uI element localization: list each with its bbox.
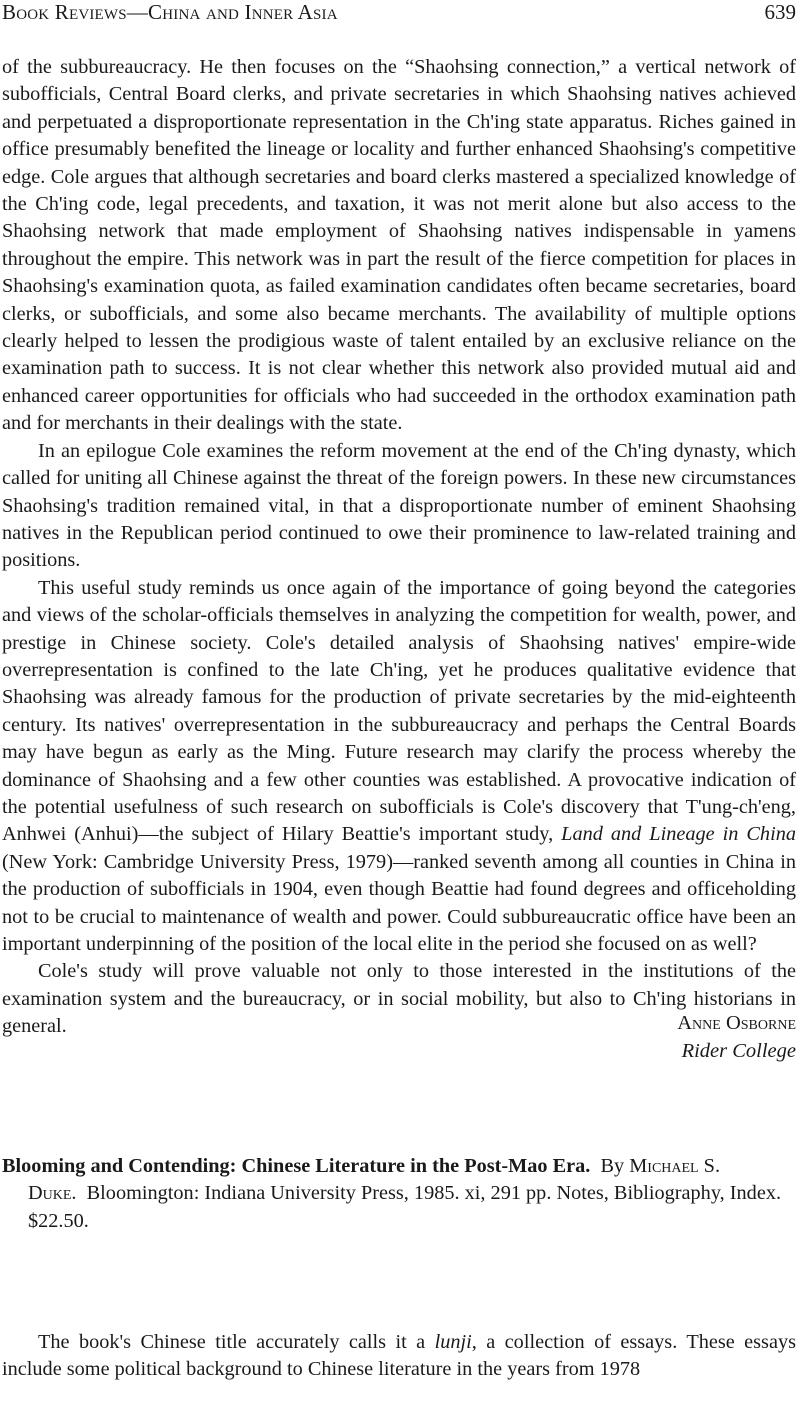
book-citation xyxy=(2,1153,796,1235)
next-review-start xyxy=(2,1329,796,1384)
book-author: Michael S. Duke. xyxy=(28,1155,721,1205)
book-publication: Bloomington: Indiana University Press, 1985. xi, 291 pp. Notes, Bibliography, Index. $22.50. xyxy=(28,1182,782,1232)
cited-book-title: Land and Lineage in China xyxy=(561,823,796,846)
reviewer-signature xyxy=(677,1009,796,1065)
paragraph-4: Cole's study will prove valuable not only to those interested in the institutions of the examination system and the bureaucracy, or in social mobility, but also to Ch'ing historians in general. xyxy=(2,960,796,1038)
paragraph-2: In an epilogue Cole examines the reform movement at the end of the Ch'ing dynasty, which called for uniting all Chinese against the threat of the foreign powers. In these new circumstances Shaohsing's tradition remained vital, in that a disproportionate number of eminent Shaohsing natives in the Republican period continued to owe their prominence to law-related training and positions. xyxy=(2,439,796,572)
next-review-paragraph xyxy=(2,1329,796,1384)
next-review-text-b: , a collection of essays. These essays include some political background to Chinese literature in the years from 1978 xyxy=(2,1331,796,1381)
reviewer-affiliation: Rider College xyxy=(681,1040,796,1062)
paragraph-3 xyxy=(2,575,796,959)
page-header xyxy=(0,0,800,30)
reviewer-name: Anne Osborne xyxy=(677,1012,796,1034)
book-title: Blooming and Contending: Chinese Literature in the Post-Mao Era. xyxy=(2,1155,591,1177)
running-head: Book Reviews—China and Inner Asia xyxy=(2,0,338,24)
book-entry xyxy=(2,1153,796,1235)
book-by: By xyxy=(600,1155,625,1177)
paragraph-3-text-b: (New York: Cambridge University Press, 1979)—ranked seventh among all counties in China in the production of subofficials in 1904, even though Beattie had found degrees and officeholding not to be crucial to maintenance of wealth and power. Could subbureaucratic office have been an important underpinning of the position of the local elite in the period she focused on as well? xyxy=(2,850,796,955)
next-review-text-a: The book's Chinese title accurately calls it a xyxy=(38,1331,435,1353)
paragraph-3-text-a: This useful study reminds us once again of the importance of going beyond the categories and views of the scholar-officials themselves in analyzing the competition for wealth, power, and prestige in Chinese society. Cole's detailed analysis of Shaohsing natives' empire-wide overrepresentation is confined to the late Ch'ing, yet he produces qualitative evidence that Shaohsing was already famous for the production of private secretaries by the mid-eighteenth century. Its natives' overrepresentation in the subbureaucracy and perhaps the Central Boards may have begun as early as the Ming. Future research may clarify the process whereby the dominance of Shaohsing and a few other counties was established. A provocative indication of the potential usefulness of such research on subofficials is Cole's discovery that T'ung-ch'eng, Anhwei (Anhui)—the subject of Hilary Beattie's important study, xyxy=(2,576,796,846)
paragraph-1: of the subbureaucracy. He then focuses on the “Shaohsing connection,” a vertical network of subofficials, Central Board clerks, and private secretaries in which Shaohsing natives achieved and perpetuated a disproportionate representation in the Ch'ing state apparatus. Riches gained in office presumably benefited the lineage or locality and further enhanced Shaohsing's competitive edge. Cole argues that although secretaries and board clerks mastered a specialized knowledge of the Ch'ing code, legal precedents, and taxation, it was not merit alone but also access to the Shaohsing network that made employment of Shaohsing natives indispensable in yamens throughout the empire. This network was in part the result of the fierce competition for places in Shaohsing's examination quota, as failed examination candidates often became secretaries, board clerks, or subofficials, and some also became merchants. The availability of multiple options clearly helped to lessen the prodigious waste of talent entailed by an exclusive reliance on the examination path to success. It is not clear whether this network also provided mutual aid and enhanced career opportunities for officials who had succeeded in the orthodox examination path and for merchants in their dealings with the state. xyxy=(2,56,796,435)
page-number: 639 xyxy=(764,0,796,24)
next-review-italic: lunji xyxy=(434,1331,472,1353)
review-body xyxy=(2,54,796,1041)
